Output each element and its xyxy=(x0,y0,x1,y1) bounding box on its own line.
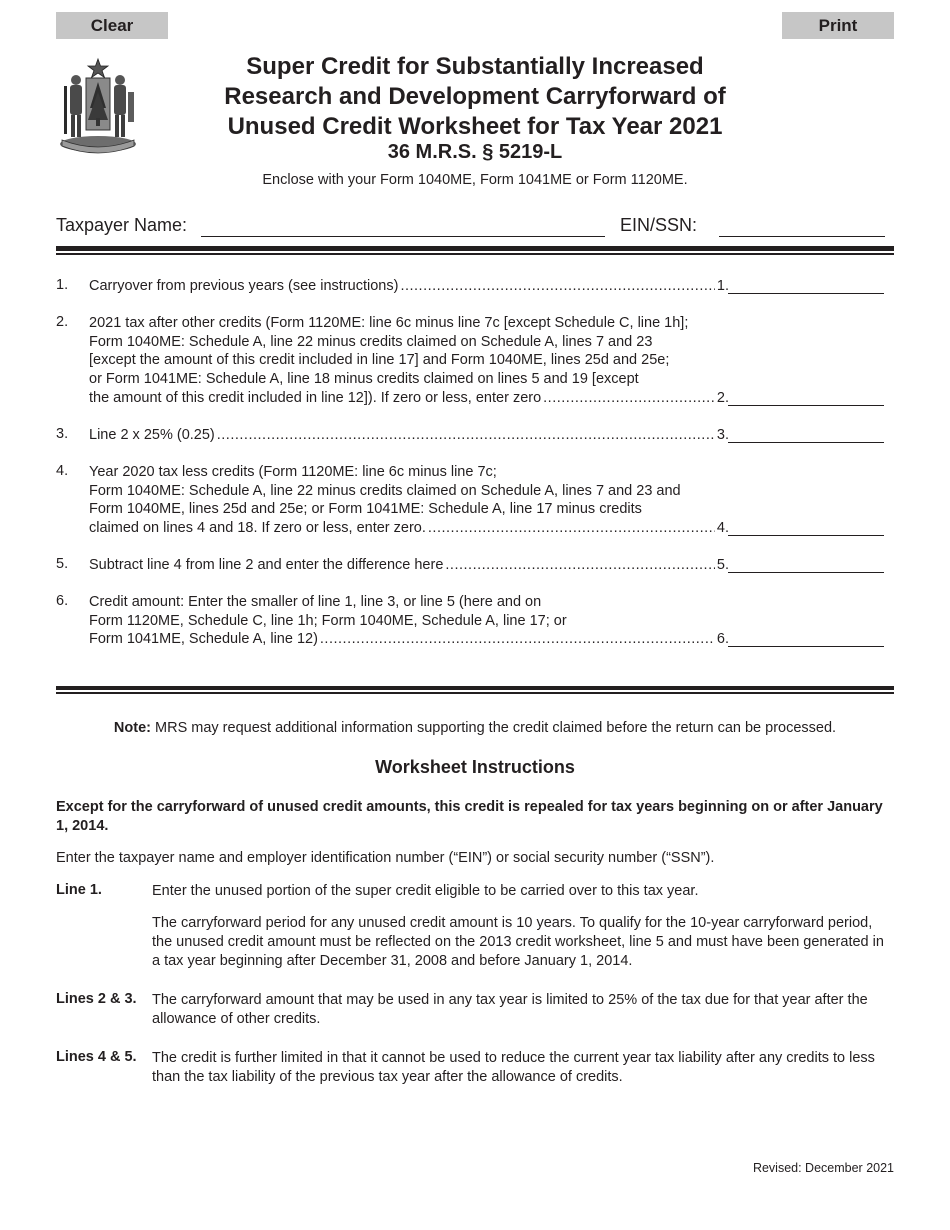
line-number: 2. xyxy=(56,314,69,330)
line-4-text xyxy=(89,463,729,538)
enclose-instruction: Enclose with your Form 1040ME, Form 1041ME or Form 1120ME. xyxy=(262,172,688,188)
taxpayer-name-field[interactable] xyxy=(201,214,605,237)
line-3-text xyxy=(89,426,729,445)
line-text: claimed on lines 4 and 18. If zero or less, enter zero. xyxy=(89,520,426,537)
line-6-text xyxy=(89,593,729,649)
note-text: MRS may request additional information supporting the credit claimed before the return can be processed. xyxy=(150,720,837,736)
statute-citation: 36 M.R.S. § 5219-L xyxy=(387,141,563,163)
form-title xyxy=(175,52,775,142)
line-2-text xyxy=(89,314,729,408)
state-seal-icon xyxy=(56,56,140,156)
line-text: or Form 1041ME: Schedule A, line 18 minus credits claimed on lines 5 and 19 [except xyxy=(89,371,639,388)
line-ref: 1. xyxy=(716,278,729,294)
taxpayer-name-label: Taxpayer Name: xyxy=(56,215,188,235)
note-label: Note: xyxy=(113,720,151,736)
title-line: Super Credit for Substantially Increased xyxy=(246,53,704,80)
line-text: Form 1040ME: Schedule A, line 22 minus credits claimed on Schedule A, lines 7 and 23 xyxy=(89,333,653,350)
line-number: 6. xyxy=(56,593,69,609)
line-3-amount-field[interactable] xyxy=(728,426,884,443)
divider xyxy=(56,253,894,255)
line-5-amount-field[interactable] xyxy=(728,556,884,573)
line-text: Form 1041ME, Schedule A, line 12) xyxy=(89,631,318,648)
instruction-label: Line 1. xyxy=(56,882,102,898)
revision-date: Revised: December 2021 xyxy=(752,1161,894,1175)
line-text: Line 2 x 25% (0.25) xyxy=(89,427,215,443)
line-text: Form 1040ME: Schedule A, line 22 minus credits claimed on Schedule A, lines 7 and 23 and xyxy=(89,482,681,499)
line-text: Year 2020 tax less credits (Form 1120ME: line 6c minus line 7c; xyxy=(89,464,497,480)
line-text: Form 1120ME, Schedule C, line 1h; Form 1040ME, Schedule A, line 17; or xyxy=(89,612,567,629)
instruction-text: The credit is further limited in that it cannot be used to reduce the current year tax liability after any credits to less than the tax liability of the previous tax year after the allowance of credits. xyxy=(152,1050,875,1085)
line-ref: 2. xyxy=(716,389,729,406)
line-6-amount-field[interactable] xyxy=(728,630,884,647)
line-number: 1. xyxy=(56,277,69,293)
divider xyxy=(56,692,894,694)
line-number: 5. xyxy=(56,556,69,572)
line-number: 4. xyxy=(56,463,69,479)
line-text: the amount of this credit included in line 12]). If zero or less, enter zero xyxy=(89,389,542,406)
instruction-label: Lines 2 & 3. xyxy=(56,991,137,1007)
line-ref: 5. xyxy=(716,557,729,573)
title-line: Research and Development Carryforward of xyxy=(224,83,726,110)
line-text: Subtract line 4 from line 2 and enter the difference here xyxy=(89,557,444,573)
line-2-amount-field[interactable] xyxy=(728,389,884,406)
instructions-intro-bold: Except for the carryforward of unused credit amounts, this credit is repealed for tax years beginning on or after January 1, 2014. xyxy=(56,799,883,834)
line-text: [except the amount of this credit included in line 17] and Form 1040ME, lines 25d and 25e; xyxy=(89,352,670,369)
divider xyxy=(56,686,894,690)
instructions-heading: Worksheet Instructions xyxy=(375,757,575,777)
line-ref: 6. xyxy=(716,631,729,648)
line-ref: 3. xyxy=(716,427,729,443)
line-text: Carryover from previous years (see instructions) xyxy=(89,278,399,294)
instruction-text: The carryforward amount that may be used in any tax year is limited to 25% of the tax due for that year after the allowance of other credits. xyxy=(152,992,868,1027)
instruction-text: Enter the unused portion of the super credit eligible to be carried over to this tax year. xyxy=(152,883,699,899)
line-1-amount-field[interactable] xyxy=(728,277,884,294)
print-button[interactable]: Print xyxy=(782,12,894,39)
instructions-intro: Enter the taxpayer name and employer identification number (“EIN”) or social security number (“SSN”). xyxy=(56,850,715,866)
line-5-text xyxy=(89,556,729,575)
clear-button[interactable]: Clear xyxy=(56,12,168,39)
ein-ssn-label: EIN/SSN: xyxy=(620,215,698,235)
line-4-amount-field[interactable] xyxy=(728,519,884,536)
line-1-text xyxy=(89,277,729,296)
line-text: Credit amount: Enter the smaller of line 1, line 3, or line 5 (here and on xyxy=(89,594,542,610)
instruction-text: The carryforward period for any unused credit amount is 10 years. To qualify for the 10-year carryforward period, the unused credit amount must be reflected on the 2013 credit worksheet, line 5 and must have been generated in a tax year beginning after December 31, 2008 and before January 1, 2014. xyxy=(152,915,884,969)
line-number: 3. xyxy=(56,426,69,442)
line-text: Form 1040ME, lines 25d and 25e; or Form 1041ME: Schedule A, line 17 minus credits xyxy=(89,501,642,518)
ein-ssn-field[interactable] xyxy=(719,214,885,237)
instruction-label: Lines 4 & 5. xyxy=(56,1049,137,1065)
title-line: Unused Credit Worksheet for Tax Year 2021 xyxy=(227,113,723,140)
line-ref: 4. xyxy=(716,520,729,537)
divider xyxy=(56,246,894,251)
note xyxy=(56,720,894,736)
line-text: 2021 tax after other credits (Form 1120ME: line 6c minus line 7c [except Schedule C, line 1h]; xyxy=(89,315,689,331)
